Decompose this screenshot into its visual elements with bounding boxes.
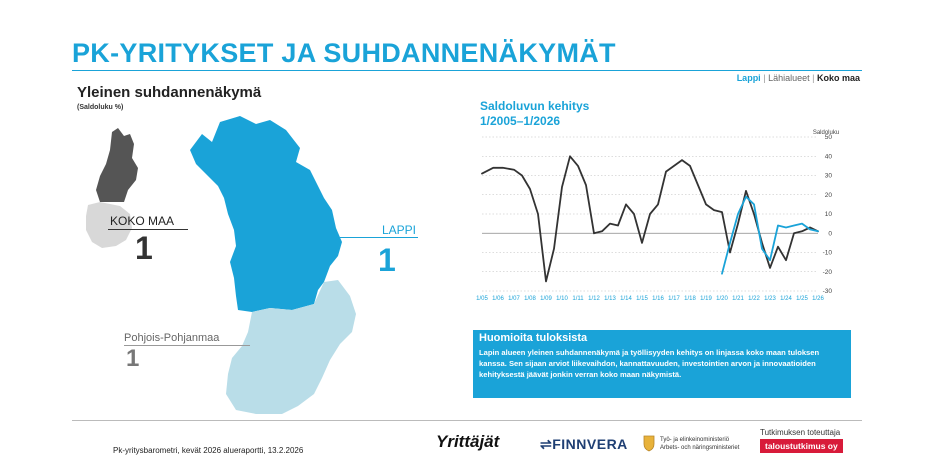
x-tick-labels [476, 296, 824, 302]
tem-logo [660, 436, 739, 452]
region-map [60, 110, 400, 420]
series-line-koko-maa [482, 156, 818, 281]
x-tick-label: 1/24 [780, 296, 792, 302]
tem-logo-line2: Arbets- och näringsministeriet [660, 445, 740, 451]
nav-link-lahialueet[interactable]: Lähialueet [768, 73, 810, 83]
pohjois-pohjanmaa-leader-line [124, 345, 250, 346]
y-tick-label: 30 [824, 172, 832, 180]
y-tick-label: 0 [828, 230, 832, 238]
yrittajat-logo: Yrittäjät [436, 432, 500, 451]
nav-separator: | [812, 73, 815, 83]
x-tick-label: 1/07 [508, 296, 520, 302]
taloustutkimus-logo: taloustutkimus oy [760, 439, 843, 453]
page-title: PK-YRITYKSET JA SUHDANNENÄKYMÄT [72, 38, 616, 68]
footer-divider [72, 420, 862, 421]
x-tick-label: 1/25 [796, 296, 808, 302]
section-title: Yleinen suhdannenäkymä [77, 84, 262, 101]
finland-overview-north-shape [96, 128, 138, 202]
y-tick-label: -20 [822, 268, 832, 276]
x-tick-label: 1/22 [748, 296, 760, 302]
x-tick-label: 1/08 [524, 296, 536, 302]
x-tick-label: 1/15 [636, 296, 648, 302]
x-tick-label: 1/06 [492, 296, 504, 302]
lappi-value: 1 [378, 242, 396, 278]
koko-maa-value: 1 [135, 230, 153, 266]
lappi-leader-line [340, 237, 418, 238]
x-tick-label: 1/17 [668, 296, 680, 302]
x-tick-label: 1/18 [684, 296, 696, 302]
section-subtitle: (Saldoluku %) [77, 104, 124, 111]
y-tick-label: -30 [822, 288, 832, 295]
pohjois-pohjanmaa-label: Pohjois-Pohjanmaa [124, 332, 220, 344]
y-tick-label: 20 [824, 191, 832, 199]
finnvera-logo [540, 436, 628, 453]
y-axis-title: Saldoluku [812, 130, 840, 136]
x-tick-label: 1/19 [700, 296, 712, 302]
nav-separator: | [763, 73, 766, 83]
line-chart [470, 125, 870, 310]
x-tick-label: 1/14 [620, 296, 632, 302]
y-tick-label: 40 [824, 153, 832, 161]
region-nav [737, 73, 860, 83]
note-body: Lapin alueen yleinen suhdannenäkymä ja työllisyyden kehitys on linjassa koko maan tuloksen kanssa. Sen sijaan arviot liikevaihdon, kannattavuuden, investointien arvon ja innovaatioiden kehityksestä jäävät jonkin verran koko maan näkymistä. [479, 348, 820, 379]
koko-maa-label: KOKO MAA [110, 214, 175, 228]
x-tick-label: 1/16 [652, 296, 664, 302]
nav-link-lappi[interactable]: Lappi [736, 73, 761, 83]
tem-crest-icon [642, 434, 656, 452]
x-tick-label: 1/09 [540, 296, 552, 302]
x-tick-label: 1/13 [604, 296, 616, 302]
results-note [473, 330, 851, 398]
x-tick-label: 1/11 [572, 296, 584, 302]
footer-source: Pk-yritysbarometri, kevät 2026 alueraportti, 13.2.2026 [113, 446, 304, 455]
y-tick-label: -10 [822, 249, 832, 257]
finnvera-mark-icon: ⇌ [540, 436, 553, 452]
y-tick-label: 10 [824, 211, 832, 218]
note-title: Huomioita tuloksista [479, 332, 588, 344]
x-tick-label: 1/20 [716, 296, 728, 302]
chart-subtitle: 1/2005–1/2026 [480, 114, 561, 128]
pohjois-pohjanmaa-value: 1 [126, 345, 140, 372]
chart-series [482, 156, 818, 281]
series-line-lappi [722, 197, 818, 274]
x-tick-label: 1/26 [812, 296, 824, 302]
x-tick-label: 1/21 [732, 296, 744, 302]
x-tick-label: 1/23 [764, 296, 776, 302]
x-tick-label: 1/12 [588, 296, 600, 302]
y-tick-label: 50 [824, 134, 832, 141]
x-tick-label: 1/05 [476, 296, 488, 302]
research-provider-label: Tutkimuksen toteuttaja [760, 428, 841, 437]
lappi-region-shape [190, 116, 342, 312]
lappi-label: LAPPI [382, 223, 417, 237]
nav-link-koko-maa[interactable]: Koko maa [816, 73, 860, 83]
finnvera-logo-text: FINNVERA [552, 436, 628, 452]
y-tick-labels [823, 134, 833, 295]
chart-title: Saldoluvun kehitys [480, 99, 590, 113]
title-divider [72, 70, 862, 71]
x-tick-label: 1/10 [556, 296, 568, 302]
tem-logo-line1: Työ- ja elinkeinoministeriö [660, 437, 730, 443]
